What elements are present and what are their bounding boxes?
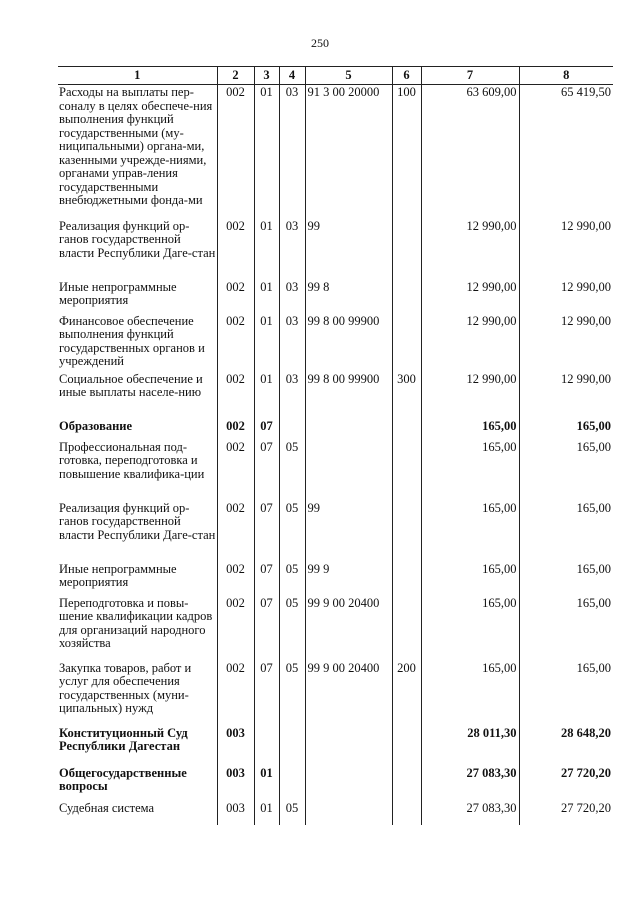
cell-amount-year1: 165,00 bbox=[421, 562, 519, 596]
cell-section: 07 bbox=[254, 596, 279, 661]
cell-section: 07 bbox=[254, 661, 279, 726]
cell-target-article: 99 8 00 99900 bbox=[305, 314, 392, 372]
cell-amount-year1: 12 990,00 bbox=[421, 372, 519, 419]
cell-ministry-code: 002 bbox=[217, 314, 254, 372]
cell-section: 07 bbox=[254, 419, 279, 440]
budget-table bbox=[58, 66, 613, 825]
cell-target-article: 99 9 bbox=[305, 562, 392, 596]
cell-amount-year2: 28 648,20 bbox=[519, 726, 613, 766]
table-header-row bbox=[58, 67, 613, 85]
cell-ministry-code: 002 bbox=[217, 85, 254, 219]
page-number: 250 bbox=[311, 36, 329, 50]
cell-name: Конституционный Суд Республики Дагестан bbox=[59, 725, 188, 753]
cell-amount-year1: 27 083,30 bbox=[421, 801, 519, 825]
column-header: 5 bbox=[305, 67, 392, 85]
cell-target-article bbox=[305, 801, 392, 825]
cell-amount-year1: 28 011,30 bbox=[421, 726, 519, 766]
cell-subsection: 03 bbox=[279, 372, 305, 419]
table-row bbox=[58, 801, 613, 825]
column-header: 4 bbox=[279, 67, 305, 85]
cell-amount-year2: 165,00 bbox=[519, 596, 613, 661]
cell-amount-year2: 12 990,00 bbox=[519, 280, 613, 314]
cell-subsection: 05 bbox=[279, 801, 305, 825]
cell-section: 01 bbox=[254, 85, 279, 219]
cell-subsection: 05 bbox=[279, 596, 305, 661]
table-row bbox=[58, 726, 613, 766]
cell-target-article bbox=[305, 440, 392, 501]
cell-section: 01 bbox=[254, 766, 279, 801]
cell-amount-year2: 165,00 bbox=[519, 562, 613, 596]
cell-expense-type bbox=[392, 219, 421, 280]
cell-subsection bbox=[279, 419, 305, 440]
cell-subsection: 05 bbox=[279, 501, 305, 562]
table-row bbox=[58, 372, 613, 419]
cell-name: Расходы на выплаты пер-соналу в целях обеспече-ния выполнения функций государственными (му-ниципальными) органа-ми, казенными учрежде-ниями, органами управ-ления государственными внебюджетными фонда-ми bbox=[59, 85, 213, 207]
column-header: 8 bbox=[519, 67, 613, 85]
table-row bbox=[58, 501, 613, 562]
cell-target-article: 99 8 bbox=[305, 280, 392, 314]
cell-section bbox=[254, 726, 279, 766]
cell-subsection: 05 bbox=[279, 661, 305, 726]
cell-section: 07 bbox=[254, 501, 279, 562]
cell-amount-year2: 165,00 bbox=[519, 661, 613, 726]
cell-amount-year1: 165,00 bbox=[421, 661, 519, 726]
table-row bbox=[58, 562, 613, 596]
cell-subsection: 03 bbox=[279, 219, 305, 280]
cell-subsection: 03 bbox=[279, 85, 305, 219]
cell-amount-year1: 63 609,00 bbox=[421, 85, 519, 219]
cell-ministry-code: 002 bbox=[217, 501, 254, 562]
cell-name: Закупка товаров, работ и услуг для обеспечения государственных (муни-ципальных) нужд bbox=[59, 660, 192, 715]
column-header: 3 bbox=[254, 67, 279, 85]
table-row bbox=[58, 219, 613, 280]
column-header: 1 bbox=[58, 67, 217, 85]
cell-name: Общегосударственные вопросы bbox=[59, 765, 187, 793]
cell-target-article: 99 bbox=[305, 501, 392, 562]
table-row bbox=[58, 85, 613, 219]
cell-subsection: 03 bbox=[279, 314, 305, 372]
cell-amount-year2: 27 720,20 bbox=[519, 766, 613, 801]
cell-amount-year2: 165,00 bbox=[519, 440, 613, 501]
cell-name: Реализация функций ор-ганов государственной власти Республики Даге-стан bbox=[59, 218, 216, 260]
cell-amount-year2: 65 419,50 bbox=[519, 85, 613, 219]
cell-amount-year1: 165,00 bbox=[421, 596, 519, 661]
cell-expense-type bbox=[392, 419, 421, 440]
cell-expense-type bbox=[392, 801, 421, 825]
cell-amount-year2: 165,00 bbox=[519, 419, 613, 440]
cell-amount-year2: 12 990,00 bbox=[519, 314, 613, 372]
cell-amount-year1: 27 083,30 bbox=[421, 766, 519, 801]
cell-target-article bbox=[305, 419, 392, 440]
cell-ministry-code: 003 bbox=[217, 766, 254, 801]
cell-name: Реализация функций ор-ганов государственной власти Республики Даге-стан bbox=[59, 500, 216, 542]
cell-expense-type bbox=[392, 766, 421, 801]
cell-target-article bbox=[305, 726, 392, 766]
cell-amount-year2: 12 990,00 bbox=[519, 372, 613, 419]
table-row bbox=[58, 766, 613, 801]
table-row bbox=[58, 661, 613, 726]
cell-target-article: 91 3 00 20000 bbox=[305, 85, 392, 219]
cell-expense-type bbox=[392, 314, 421, 372]
cell-section: 01 bbox=[254, 314, 279, 372]
cell-section: 01 bbox=[254, 219, 279, 280]
cell-subsection bbox=[279, 766, 305, 801]
cell-target-article bbox=[305, 766, 392, 801]
cell-section: 01 bbox=[254, 372, 279, 419]
cell-expense-type bbox=[392, 562, 421, 596]
table-row bbox=[58, 314, 613, 372]
cell-section: 01 bbox=[254, 280, 279, 314]
cell-ministry-code: 002 bbox=[217, 562, 254, 596]
cell-expense-type: 100 bbox=[392, 85, 421, 219]
cell-section: 01 bbox=[254, 801, 279, 825]
cell-amount-year2: 27 720,20 bbox=[519, 801, 613, 825]
cell-amount-year2: 165,00 bbox=[519, 501, 613, 562]
cell-ministry-code: 003 bbox=[217, 726, 254, 766]
cell-ministry-code: 002 bbox=[217, 219, 254, 280]
cell-target-article: 99 9 00 20400 bbox=[305, 596, 392, 661]
cell-ministry-code: 002 bbox=[217, 661, 254, 726]
cell-section: 07 bbox=[254, 562, 279, 596]
cell-amount-year1: 12 990,00 bbox=[421, 314, 519, 372]
cell-ministry-code: 002 bbox=[217, 280, 254, 314]
cell-target-article: 99 9 00 20400 bbox=[305, 661, 392, 726]
table-row bbox=[58, 440, 613, 501]
column-header: 2 bbox=[217, 67, 254, 85]
cell-name: Переподготовка и повы-шение квалификации кадров для организаций народного хозяйства bbox=[59, 595, 213, 650]
table-row bbox=[58, 596, 613, 661]
cell-expense-type bbox=[392, 726, 421, 766]
cell-expense-type bbox=[392, 596, 421, 661]
cell-expense-type: 300 bbox=[392, 372, 421, 419]
cell-ministry-code: 002 bbox=[217, 440, 254, 501]
cell-target-article: 99 bbox=[305, 219, 392, 280]
cell-amount-year1: 165,00 bbox=[421, 440, 519, 501]
cell-name: Иные непрограммные мероприятия bbox=[59, 561, 177, 589]
cell-subsection: 05 bbox=[279, 562, 305, 596]
cell-target-article: 99 8 00 99900 bbox=[305, 372, 392, 419]
cell-amount-year1: 165,00 bbox=[421, 419, 519, 440]
cell-name: Социальное обеспечение и иные выплаты населе-нию bbox=[59, 371, 203, 399]
cell-amount-year1: 165,00 bbox=[421, 501, 519, 562]
cell-expense-type bbox=[392, 501, 421, 562]
cell-ministry-code: 003 bbox=[217, 801, 254, 825]
cell-expense-type bbox=[392, 440, 421, 501]
table-body bbox=[58, 85, 613, 825]
cell-expense-type: 200 bbox=[392, 661, 421, 726]
cell-name: Финансовое обеспечение выполнения функций государственных органов и учреждений bbox=[59, 313, 205, 368]
cell-amount-year2: 12 990,00 bbox=[519, 219, 613, 280]
cell-ministry-code: 002 bbox=[217, 372, 254, 419]
cell-name: Профессиональная под-готовка, переподготовка и повышение квалифика-ции bbox=[59, 439, 205, 481]
cell-expense-type bbox=[392, 280, 421, 314]
cell-amount-year1: 12 990,00 bbox=[421, 219, 519, 280]
cell-section: 07 bbox=[254, 440, 279, 501]
cell-subsection: 03 bbox=[279, 280, 305, 314]
column-header: 6 bbox=[392, 67, 421, 85]
cell-ministry-code: 002 bbox=[217, 419, 254, 440]
cell-subsection bbox=[279, 726, 305, 766]
cell-subsection: 05 bbox=[279, 440, 305, 501]
table-row bbox=[58, 280, 613, 314]
cell-name: Иные непрограммные мероприятия bbox=[59, 279, 177, 307]
column-header: 7 bbox=[421, 67, 519, 85]
cell-ministry-code: 002 bbox=[217, 596, 254, 661]
table-row bbox=[58, 419, 613, 440]
cell-amount-year1: 12 990,00 bbox=[421, 280, 519, 314]
cell-name: Судебная система bbox=[59, 800, 155, 815]
cell-name: Образование bbox=[59, 418, 133, 433]
